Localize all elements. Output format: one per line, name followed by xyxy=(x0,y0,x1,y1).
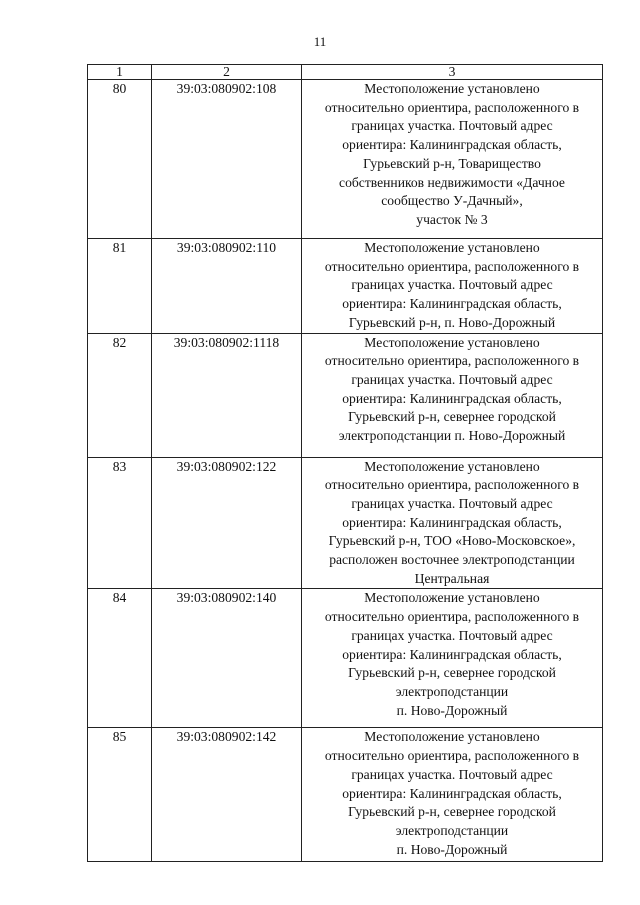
cadastral-number-cell: 39:03:080902:108 xyxy=(152,80,302,239)
location-description-line: участок № 3 xyxy=(416,211,488,227)
cadastral-number-cell: 39:03:080902:122 xyxy=(152,457,302,589)
column-header-number: 1 xyxy=(88,65,152,80)
location-description-line: относительно ориентира, расположенного в xyxy=(324,748,580,764)
column-header-cadastral: 2 xyxy=(152,65,302,80)
location-description-line: ориентира: Калининградская область, xyxy=(342,390,562,406)
location-description-line: п. Ново-Дорожный xyxy=(396,841,508,857)
location-description-line: сообщество У-Дачный», xyxy=(381,193,523,209)
location-description-line: расположен восточнее электроподстанции xyxy=(329,552,575,568)
location-description-line: Гурьевский р-н, п. Ново-Дорожный xyxy=(348,314,556,330)
cadastral-number-cell: 39:03:080902:140 xyxy=(152,589,302,728)
land-plots-table xyxy=(87,64,603,862)
location-description-cell xyxy=(302,728,603,862)
location-description-line: Гурьевский р-н, ТОО «Ново-Московское», xyxy=(328,533,576,549)
location-description-line: п. Ново-Дорожный xyxy=(396,702,508,718)
page-number: 11 xyxy=(313,34,327,49)
location-description-line: ориентира: Калининградская область, xyxy=(342,785,562,801)
location-description-line: границах участка. Почтовый адрес xyxy=(351,627,553,643)
location-description-line: относительно ориентира, расположенного в xyxy=(324,353,580,369)
location-description-line: Гурьевский р-н, Товарищество xyxy=(363,155,541,171)
location-description-line: границах участка. Почтовый адрес xyxy=(351,766,553,782)
row-number-cell: 82 xyxy=(88,333,152,457)
location-description-line: Местоположение установлено xyxy=(364,240,540,255)
cadastral-number-cell: 39:03:080902:1118 xyxy=(152,333,302,457)
location-description-cell xyxy=(302,80,603,239)
location-description-line: границах участка. Почтовый адрес xyxy=(351,371,553,387)
location-description-line: относительно ориентира, расположенного в xyxy=(324,99,580,115)
location-description-line: ориентира: Калининградская область, xyxy=(342,296,562,312)
location-description-line: Местоположение установлено xyxy=(364,334,540,350)
location-description-line: границах участка. Почтовый адрес xyxy=(351,118,553,134)
location-description-cell xyxy=(302,239,603,334)
location-description-line: Гурьевский р-н, севернее городской xyxy=(348,804,556,820)
location-description-line: собственников недвижимости «Дачное xyxy=(339,174,565,190)
location-description-cell xyxy=(302,457,603,589)
location-description-cell xyxy=(302,589,603,728)
location-description-cell xyxy=(302,333,603,457)
location-description-line: Гурьевский р-н, севернее городской xyxy=(348,409,556,425)
location-description-line: Местоположение установлено xyxy=(364,729,540,745)
table-header-row xyxy=(88,65,603,80)
cadastral-number-cell: 39:03:080902:110 xyxy=(152,239,302,334)
table-row xyxy=(88,589,603,728)
table-row xyxy=(88,457,603,589)
table-row xyxy=(88,728,603,862)
table-row xyxy=(88,239,603,334)
location-description-line: Гурьевский р-н, севернее городской xyxy=(348,665,556,681)
row-number-cell: 85 xyxy=(88,728,152,862)
location-description-line: границах участка. Почтовый адрес xyxy=(351,277,553,293)
table-row xyxy=(88,333,603,457)
column-header-address: 3 xyxy=(302,65,603,80)
location-description-line: электроподстанции xyxy=(395,683,509,699)
location-description-line: относительно ориентира, расположенного в xyxy=(324,609,580,625)
location-description-line: относительно ориентира, расположенного в xyxy=(324,477,580,493)
location-description-line: электроподстанции п. Ново-Дорожный xyxy=(338,428,566,444)
cadastral-number-cell: 39:03:080902:142 xyxy=(152,728,302,862)
row-number-cell: 83 xyxy=(88,457,152,589)
location-description-line: границах участка. Почтовый адрес xyxy=(351,495,553,511)
location-description-line: Местоположение установлено xyxy=(364,590,540,606)
location-description-line: Местоположение установлено xyxy=(364,458,540,474)
row-number-cell: 81 xyxy=(88,239,152,334)
location-description-line: электроподстанции xyxy=(395,822,509,838)
location-description-line: Центральная xyxy=(414,570,490,586)
row-number-cell: 84 xyxy=(88,589,152,728)
row-number-cell: 80 xyxy=(88,80,152,239)
table-row xyxy=(88,80,603,239)
location-description-line: ориентира: Калининградская область, xyxy=(342,514,562,530)
location-description-line: ориентира: Калининградская область, xyxy=(342,646,562,662)
location-description-line: Местоположение установлено xyxy=(364,81,540,96)
location-description-line: относительно ориентира, расположенного в xyxy=(324,258,580,274)
location-description-line: ориентира: Калининградская область, xyxy=(342,137,562,153)
